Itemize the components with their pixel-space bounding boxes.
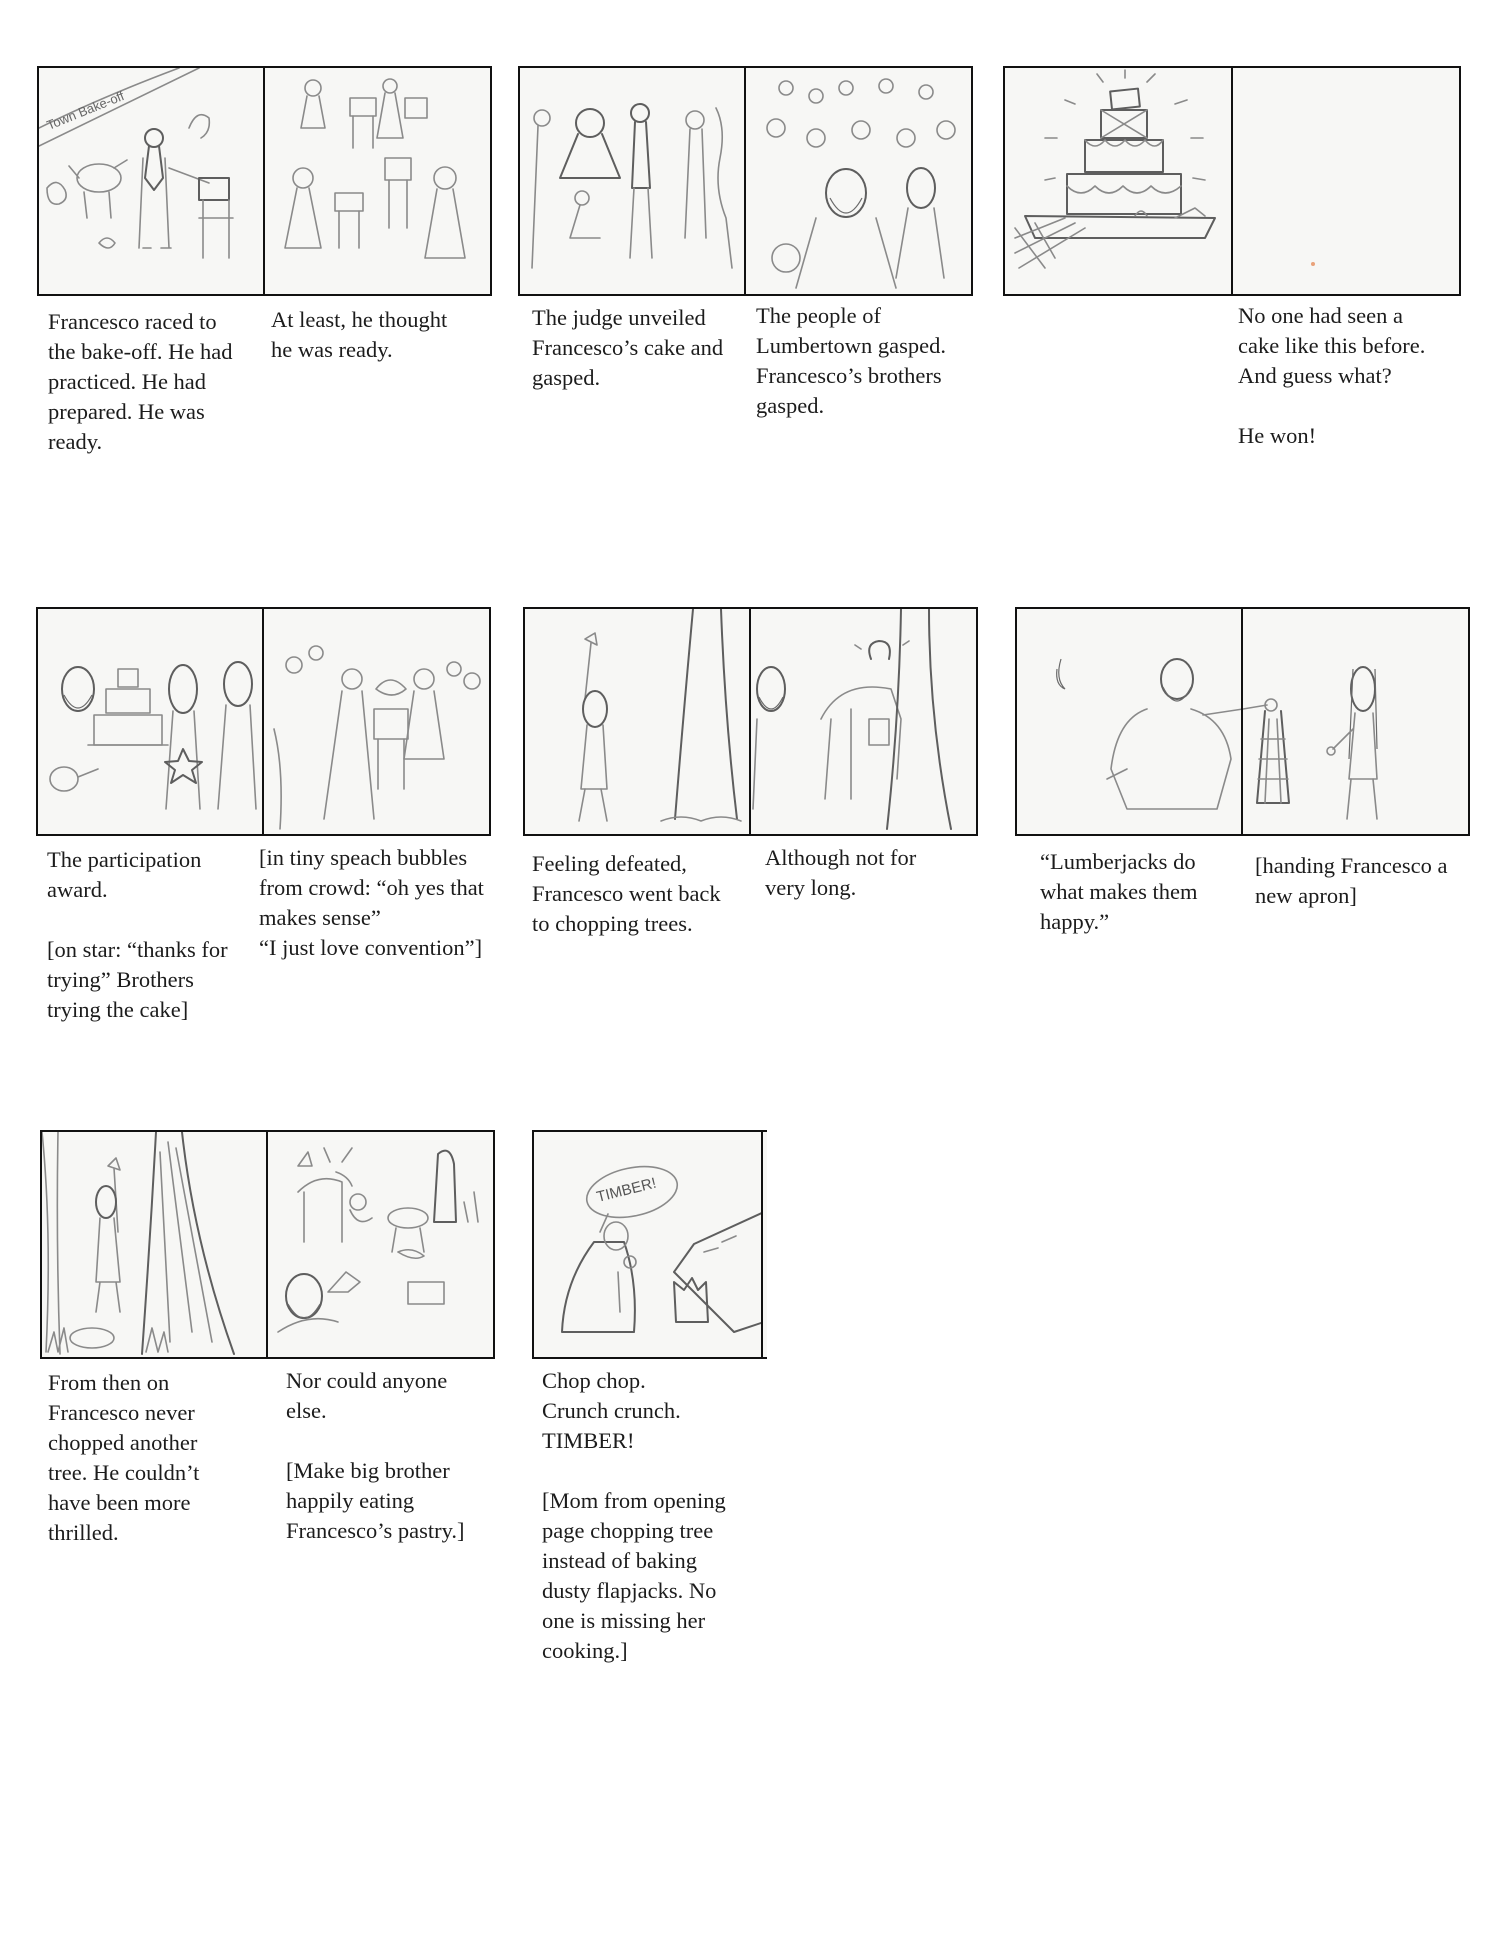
- caption-nor-anyone-else: Nor could anyone else. [Make big brother happily eating Francesco’s pastry.]: [286, 1368, 465, 1543]
- caption-judge-gasped: The judge unveiled Francesco’s cake and gasped.: [532, 305, 724, 390]
- sketch-tiered-cake: [1005, 68, 1233, 294]
- panel-timber: [534, 1132, 761, 1357]
- sketch-mom-chopping-tree: [534, 1132, 761, 1357]
- caption-chop-chop-timber: Chop chop. Crunch crunch. TIMBER! [Mom from opening page chopping tree instead of baking dusty flapjacks. No one is missing her cooking.]: [542, 1368, 726, 1663]
- caption-thought-ready: At least, he thought he was ready.: [271, 307, 448, 362]
- caption-new-apron: [handing Francesco a new apron]: [1255, 853, 1448, 908]
- sketch-brothers-trying-cake: [38, 609, 264, 834]
- sketch-crowd-eating: [264, 609, 489, 834]
- panel-judge-unveils: [520, 68, 746, 294]
- caption-participation-award: The participation award. [on star: “thanks for trying” Brothers trying the cake]: [47, 847, 228, 1022]
- sketch-lumbertown-crowd: [746, 68, 971, 294]
- sketch-struggling-with-tree: [751, 609, 976, 834]
- sketch-judge-gasping: [520, 68, 746, 294]
- panel-never-chopped: [42, 1132, 268, 1357]
- sketch-big-brother-hand-out: [1017, 609, 1243, 834]
- storyboard-frame-1: [37, 66, 492, 296]
- sketch-francesco-at-bakeoff: [39, 68, 265, 294]
- caption-never-chopped: From then on Francesco never chopped another tree. He couldn’t have been more thrilled.: [48, 1370, 200, 1545]
- panel-back-to-chopping: [525, 609, 751, 834]
- panel-contestants: [265, 68, 490, 294]
- panel-nor-anyone-else: [268, 1132, 493, 1357]
- panel-giant-cake: [1005, 68, 1233, 294]
- panel-crowd-gasps: [746, 68, 971, 294]
- timber-speech-text: TIMBER!: [594, 1174, 659, 1206]
- caption-bakeoff-arrival: Francesco raced to the bake-off. He had practiced. He had prepared. He was ready.: [48, 309, 233, 454]
- banner-text: Town Bake-off: [44, 88, 127, 133]
- sketch-brother-eating-pastry: [268, 1132, 493, 1357]
- panel-participation-award: [38, 609, 264, 834]
- caption-lumberjacks-quote: “Lumberjacks do what makes them happy.”: [1040, 849, 1198, 934]
- sketch-forest-francesco: [42, 1132, 268, 1357]
- panel-crowd-bubbles: [264, 609, 489, 834]
- sketch-empty-panel: [1233, 68, 1459, 294]
- storyboard-frame-3: [1003, 66, 1461, 296]
- panel-new-apron: [1243, 609, 1468, 834]
- sketch-contestants-with-cakes: [265, 68, 490, 294]
- storyboard-frame-2: [518, 66, 973, 296]
- caption-crowd-bubbles: [in tiny speach bubbles from crowd: “oh yes that makes sense” “I just love convention”]: [259, 845, 484, 960]
- caption-he-won: No one had seen a cake like this before. And guess what? He won!: [1238, 303, 1426, 448]
- panel-blank: [1233, 68, 1459, 294]
- caption-people-gasped: The people of Lumbertown gasped. Francesco’s brothers gasped.: [756, 303, 946, 418]
- storyboard-frame-6: [1015, 607, 1470, 836]
- sketch-francesco-with-axe: [525, 609, 751, 834]
- caption-not-for-long: Although not for very long.: [765, 845, 917, 900]
- panel-not-for-long: [751, 609, 976, 834]
- storyboard-frame-7: [40, 1130, 495, 1359]
- storyboard-frame-5: [523, 607, 978, 836]
- storyboard-frame-8: [532, 1130, 767, 1359]
- caption-feeling-defeated: Feeling defeated, Francesco went back to chopping trees.: [532, 851, 721, 936]
- panel-bakeoff-arrival: [39, 68, 265, 294]
- storyboard-frame-4: [36, 607, 491, 836]
- panel-lumberjack-quote: [1017, 609, 1243, 834]
- sketch-handing-apron: [1243, 609, 1468, 834]
